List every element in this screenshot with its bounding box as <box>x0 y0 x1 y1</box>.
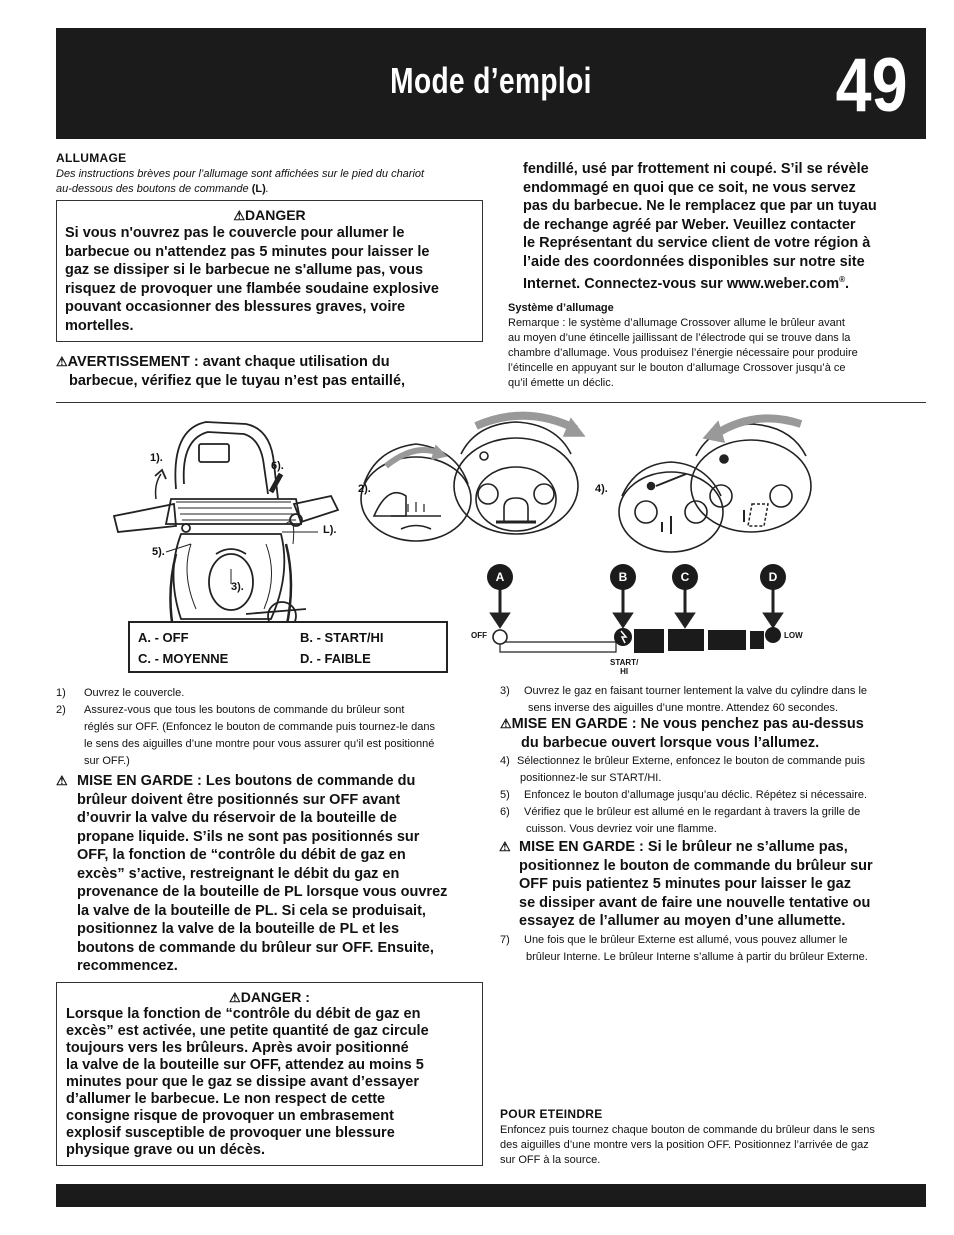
danger-text: Lorsque la fonction de “contrôle du débit de gaz en excès” est activée, une petite quantité de gaz circule toujours vers les brûleurs. Après avoir positionné la valve de la bouteille sur OFF, attendez au moins 5 minutes pour que le gaz se dissipe avant d’essayer d’allumer le barbecue. Le non respect de cette consigne risque de provoquer un embrasement explosif susceptible de provoquer une blessure physique grave ou un décès. <box>66 1006 429 1158</box>
danger-box-1 <box>56 200 483 342</box>
warning-triangle-icon: ⚠ <box>229 990 241 1005</box>
danger-box-2 <box>56 982 483 1166</box>
step-7: 7) Une fois que le brûleur Externe est allumé, vous pouvez allumer le brûleur Interne. Le brûleur Interne s’allume à partir du brûleur Externe. <box>500 934 868 963</box>
mise-en-garde-3: ⚠ MISE EN GARDE : Si le brûleur ne s’allume pas, positionnez le bouton de commande du brûleur sur OFF puis patientez 5 minutes pour laisser le gaz se dissiper avant de faire une nouvelle tentative ou essayez de l’allumer au moyen d’une allumette. <box>499 839 873 929</box>
eteindre-text: Enfoncez puis tournez chaque bouton de commande du brûleur dans le sens des aiguilles d’une montre vers la position OFF. Positionnez l’arrivée de gaz sur OFF à la source. <box>500 1124 875 1166</box>
marker-c: C <box>672 564 698 590</box>
warning-triangle-icon: ⚠ <box>499 839 511 854</box>
danger-text: Si vous n'ouvrez pas le couvercle pour allumer le barbecue ou n'attendez pas 5 minutes pour laisser le gaz se dissiper si le barbecue ne s'allume pas, vous risquez de provoquer une flambée soudaine explosive pouvant occasionner des blessures graves, voire mortelles. <box>65 225 439 334</box>
danger-title: ⚠DANGER : <box>229 989 310 1005</box>
marker-a: A <box>487 564 513 590</box>
page-number: 49 <box>836 43 908 128</box>
label-step-2: 2). <box>358 483 371 495</box>
marker-b: B <box>610 564 636 590</box>
mise-en-garde-1: ⚠ MISE EN GARDE : Les boutons de commande du brûleur doivent être positionnés sur OFF avant d’ouvrir la valve du réservoir de la bouteille de propane liquide. S’ils ne sont pas positionnés sur OFF, la fonction de “contrôle du débit de gaz en excès” s’active, restreignant le débit du gaz en provenance de la bouteille de PL lorsque vous ouvrez la valve de la bouteille de PL. Si cela se produisait, positionnez la valve de la bouteille de PL et les boutons de commande du brûleur sur OFF. Ensuite, recommencez. <box>56 773 448 974</box>
bar-off-label: OFF <box>471 631 487 640</box>
systeme-text: Remarque : le système d’allumage Crossover allume le brûleur avant au moyen d’une étincelle jaillissant de l’électrode qui se trouve dans la chambre d’allumage. Vous produisez l’énergie nécessaire pour produire l’étincelle en appuyant sur le bouton d’allumage Crossover jusqu’à ce qu’il émette un déclic. <box>508 317 858 389</box>
step-6: 6) Vérifiez que le brûleur est allumé en le regardant à travers la grille de cuisson. Vous devriez voir une flamme. <box>500 806 861 835</box>
label-step-3: 3). <box>231 581 244 593</box>
page-footer-bar <box>56 1184 926 1207</box>
section-divider <box>56 402 926 403</box>
bar-low-label: LOW <box>784 631 803 640</box>
label-step-4: 4). <box>595 483 608 495</box>
step-3: 3) Ouvrez le gaz en faisant tourner lentement la valve du cylindre dans le sens inverse des aiguilles d’une montre. Attendez 60 secondes. <box>500 685 868 714</box>
step-5: 5) Enfoncez le bouton d’allumage jusqu’au déclic. Répétez si nécessaire. <box>500 789 868 801</box>
label-step-6: 6). <box>271 460 284 472</box>
step-1: 1) Ouvrez le couvercle. <box>56 687 185 699</box>
warning-triangle-icon: ⚠ <box>500 716 512 731</box>
knob-step-3 <box>454 416 584 534</box>
page-header <box>56 28 926 139</box>
allumage-heading: ALLUMAGE <box>56 151 127 165</box>
hose-warning-continued: fendillé, usé par frottement ni coupé. S’il se révèle endommagé en quoi que ce soit, ne vous servez pas du barbecue. Ne le remplacez que par un tuyau de rechange agréé par Weber. Veuillez contacter le Représentant du service client de votre région à l’aide des coordonnées disponibles sur notre site Internet. Connectez-vous sur www.weber.com®. <box>523 161 877 292</box>
step-2: 2) Assurez-vous que tous les boutons de commande du brûleur sont réglés sur OFF. (Enfoncez le bouton de commande puis tournez-le dans le sens des aiguilles d’une montre pour vous assurer qu’il est positionné sur OFF.) <box>56 704 435 767</box>
mise-en-garde-2: ⚠MISE EN GARDE : Ne vous penchez pas au-dessus du barbecue ouvert lorsque vous l’allumez. <box>500 716 864 751</box>
page-title: Mode d’emploi <box>390 60 592 101</box>
bar-start-hi-label: START/ HI <box>610 658 639 676</box>
label-L: L). <box>323 524 337 536</box>
position-legend: A. - OFF B. - START/HI C. - MOYENNE D. - FAIBLE <box>128 621 448 673</box>
warning-triangle-icon: ⚠ <box>56 354 68 369</box>
eteindre-heading: POUR ETEINDRE <box>500 1107 603 1121</box>
knob-step-4 <box>619 462 723 552</box>
avertissement-text: ⚠AVERTISSEMENT : avant chaque utilisation du barbecue, vérifiez que le tuyau n’est pas entaillé, <box>56 354 406 389</box>
open-lid-arrow <box>156 474 161 499</box>
warning-triangle-icon: ⚠ <box>56 773 68 788</box>
step-4: 4) Sélectionnez le brûleur Externe, enfoncez le bouton de commande puis positionnez-le sur START/HI. <box>500 755 865 784</box>
marker-d: D <box>760 564 786 590</box>
label-step-5: 5). <box>152 546 165 558</box>
systeme-heading: Système d’allumage <box>508 302 614 314</box>
label-step-1: 1). <box>150 452 163 464</box>
allumage-intro: Des instructions brèves pour l’allumage sont affichées sur le pied du chariot au-dessous des boutons de commande (L). <box>56 168 425 195</box>
knob-step-5 <box>691 418 811 532</box>
danger-title: ⚠DANGER <box>233 207 306 223</box>
knob-setting-bar <box>493 627 781 653</box>
warning-triangle-icon: ⚠ <box>233 208 245 223</box>
